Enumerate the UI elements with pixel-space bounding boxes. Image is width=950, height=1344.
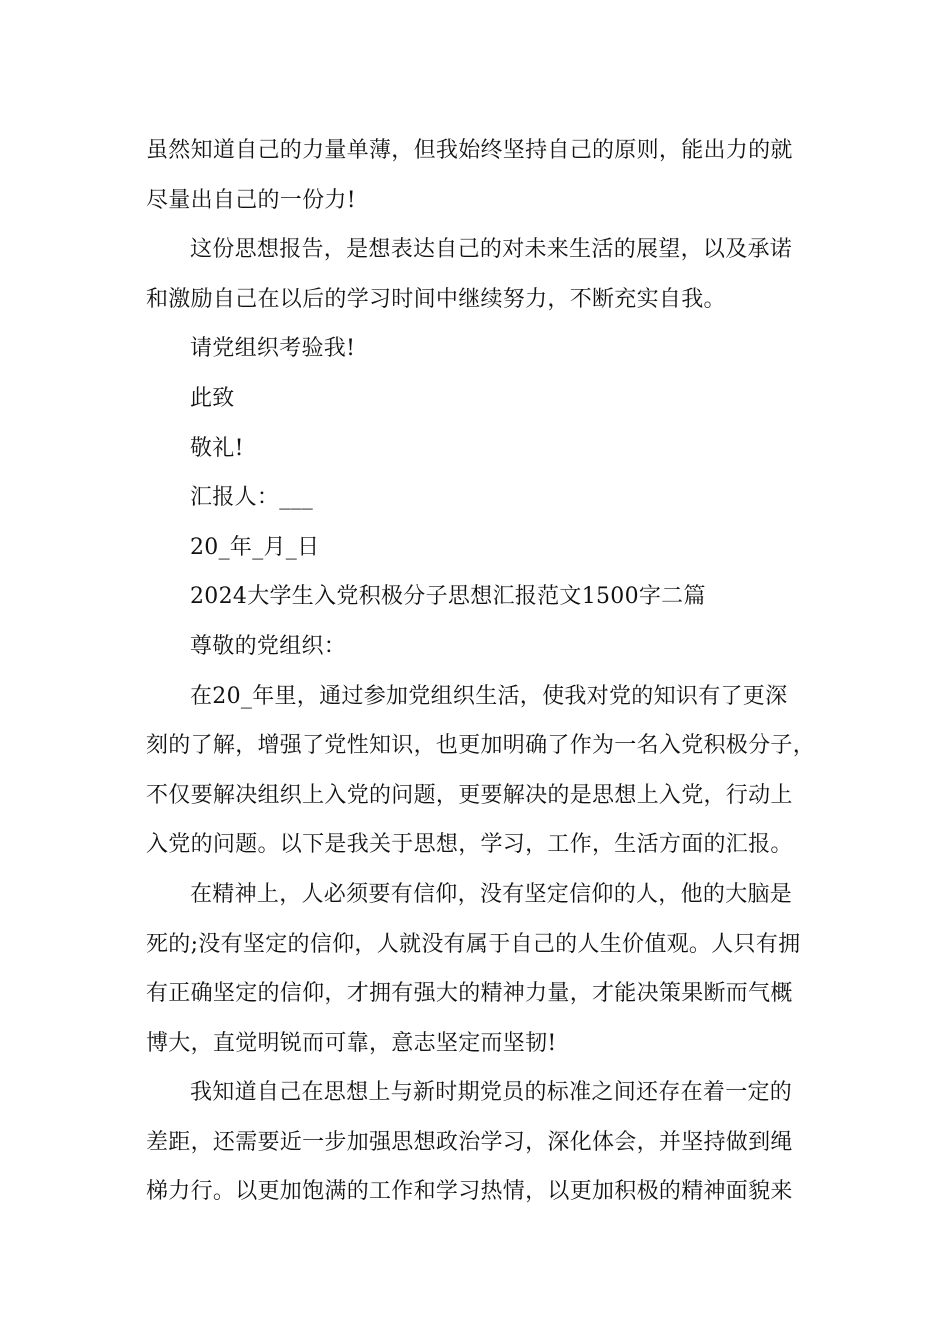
greeting: 尊敬的党组织：	[190, 633, 347, 659]
text-line: 有正确坚定的信仰，才拥有强大的精神力量，才能决策果断而气概	[146, 981, 793, 1007]
text-line: 尽量出自己的一份力!	[146, 187, 356, 213]
text-line: 虽然知道自己的力量单薄，但我始终坚持自己的原则，能出力的就	[146, 138, 793, 163]
text-line: 这份思想报告，是想表达自己的对未来生活的展望，以及承诺	[190, 237, 793, 263]
text-line: 不仅要解决组织上入党的问题，更要解决的是思想上入党，行动上	[146, 782, 793, 808]
text-line: 在精神上，人必须要有信仰，没有坚定信仰的人，他的大脑是	[190, 881, 793, 907]
text-line: 入党的问题。以下是我关于思想，学习，工作，生活方面的汇报。	[146, 832, 793, 858]
text-line: 我知道自己在思想上与新时期党员的标准之间还存在着一定的	[190, 1080, 793, 1106]
text-line: 博大，直觉明锐而可靠，意志坚定而坚韧!	[146, 1030, 557, 1056]
text-line: 在20_年里，通过参加党组织生活，使我对党的知识有了更深	[190, 683, 788, 709]
text-line: 请党组织考验我!	[190, 336, 356, 362]
text-line: 梯力行。以更加饱满的工作和学习热情，以更加积极的精神面貌来	[146, 1179, 793, 1205]
reporter-signature: 汇报人：___	[190, 485, 314, 511]
closing-salutation: 此致	[190, 385, 235, 411]
text-line: 差距，还需要近一步加强思想政治学习，深化体会，并坚持做到绳	[146, 1129, 793, 1155]
text-line: 刻的了解，增强了党性知识，也更加明确了作为一名入党积极分子，	[146, 733, 816, 759]
text-line: 和激励自己在以后的学习时间中继续努力，不断充实自我。	[146, 286, 726, 312]
document-body	[146, 126, 826, 1217]
closing-salutation: 敬礼!	[190, 435, 244, 461]
section-title: 2024大学生入党积极分子思想汇报范文1500字二篇	[190, 584, 706, 610]
report-date: 20_年_月_日	[190, 534, 320, 560]
text-line: 死的;没有坚定的信仰，人就没有属于自己的人生价值观。人只有拥	[146, 931, 801, 957]
